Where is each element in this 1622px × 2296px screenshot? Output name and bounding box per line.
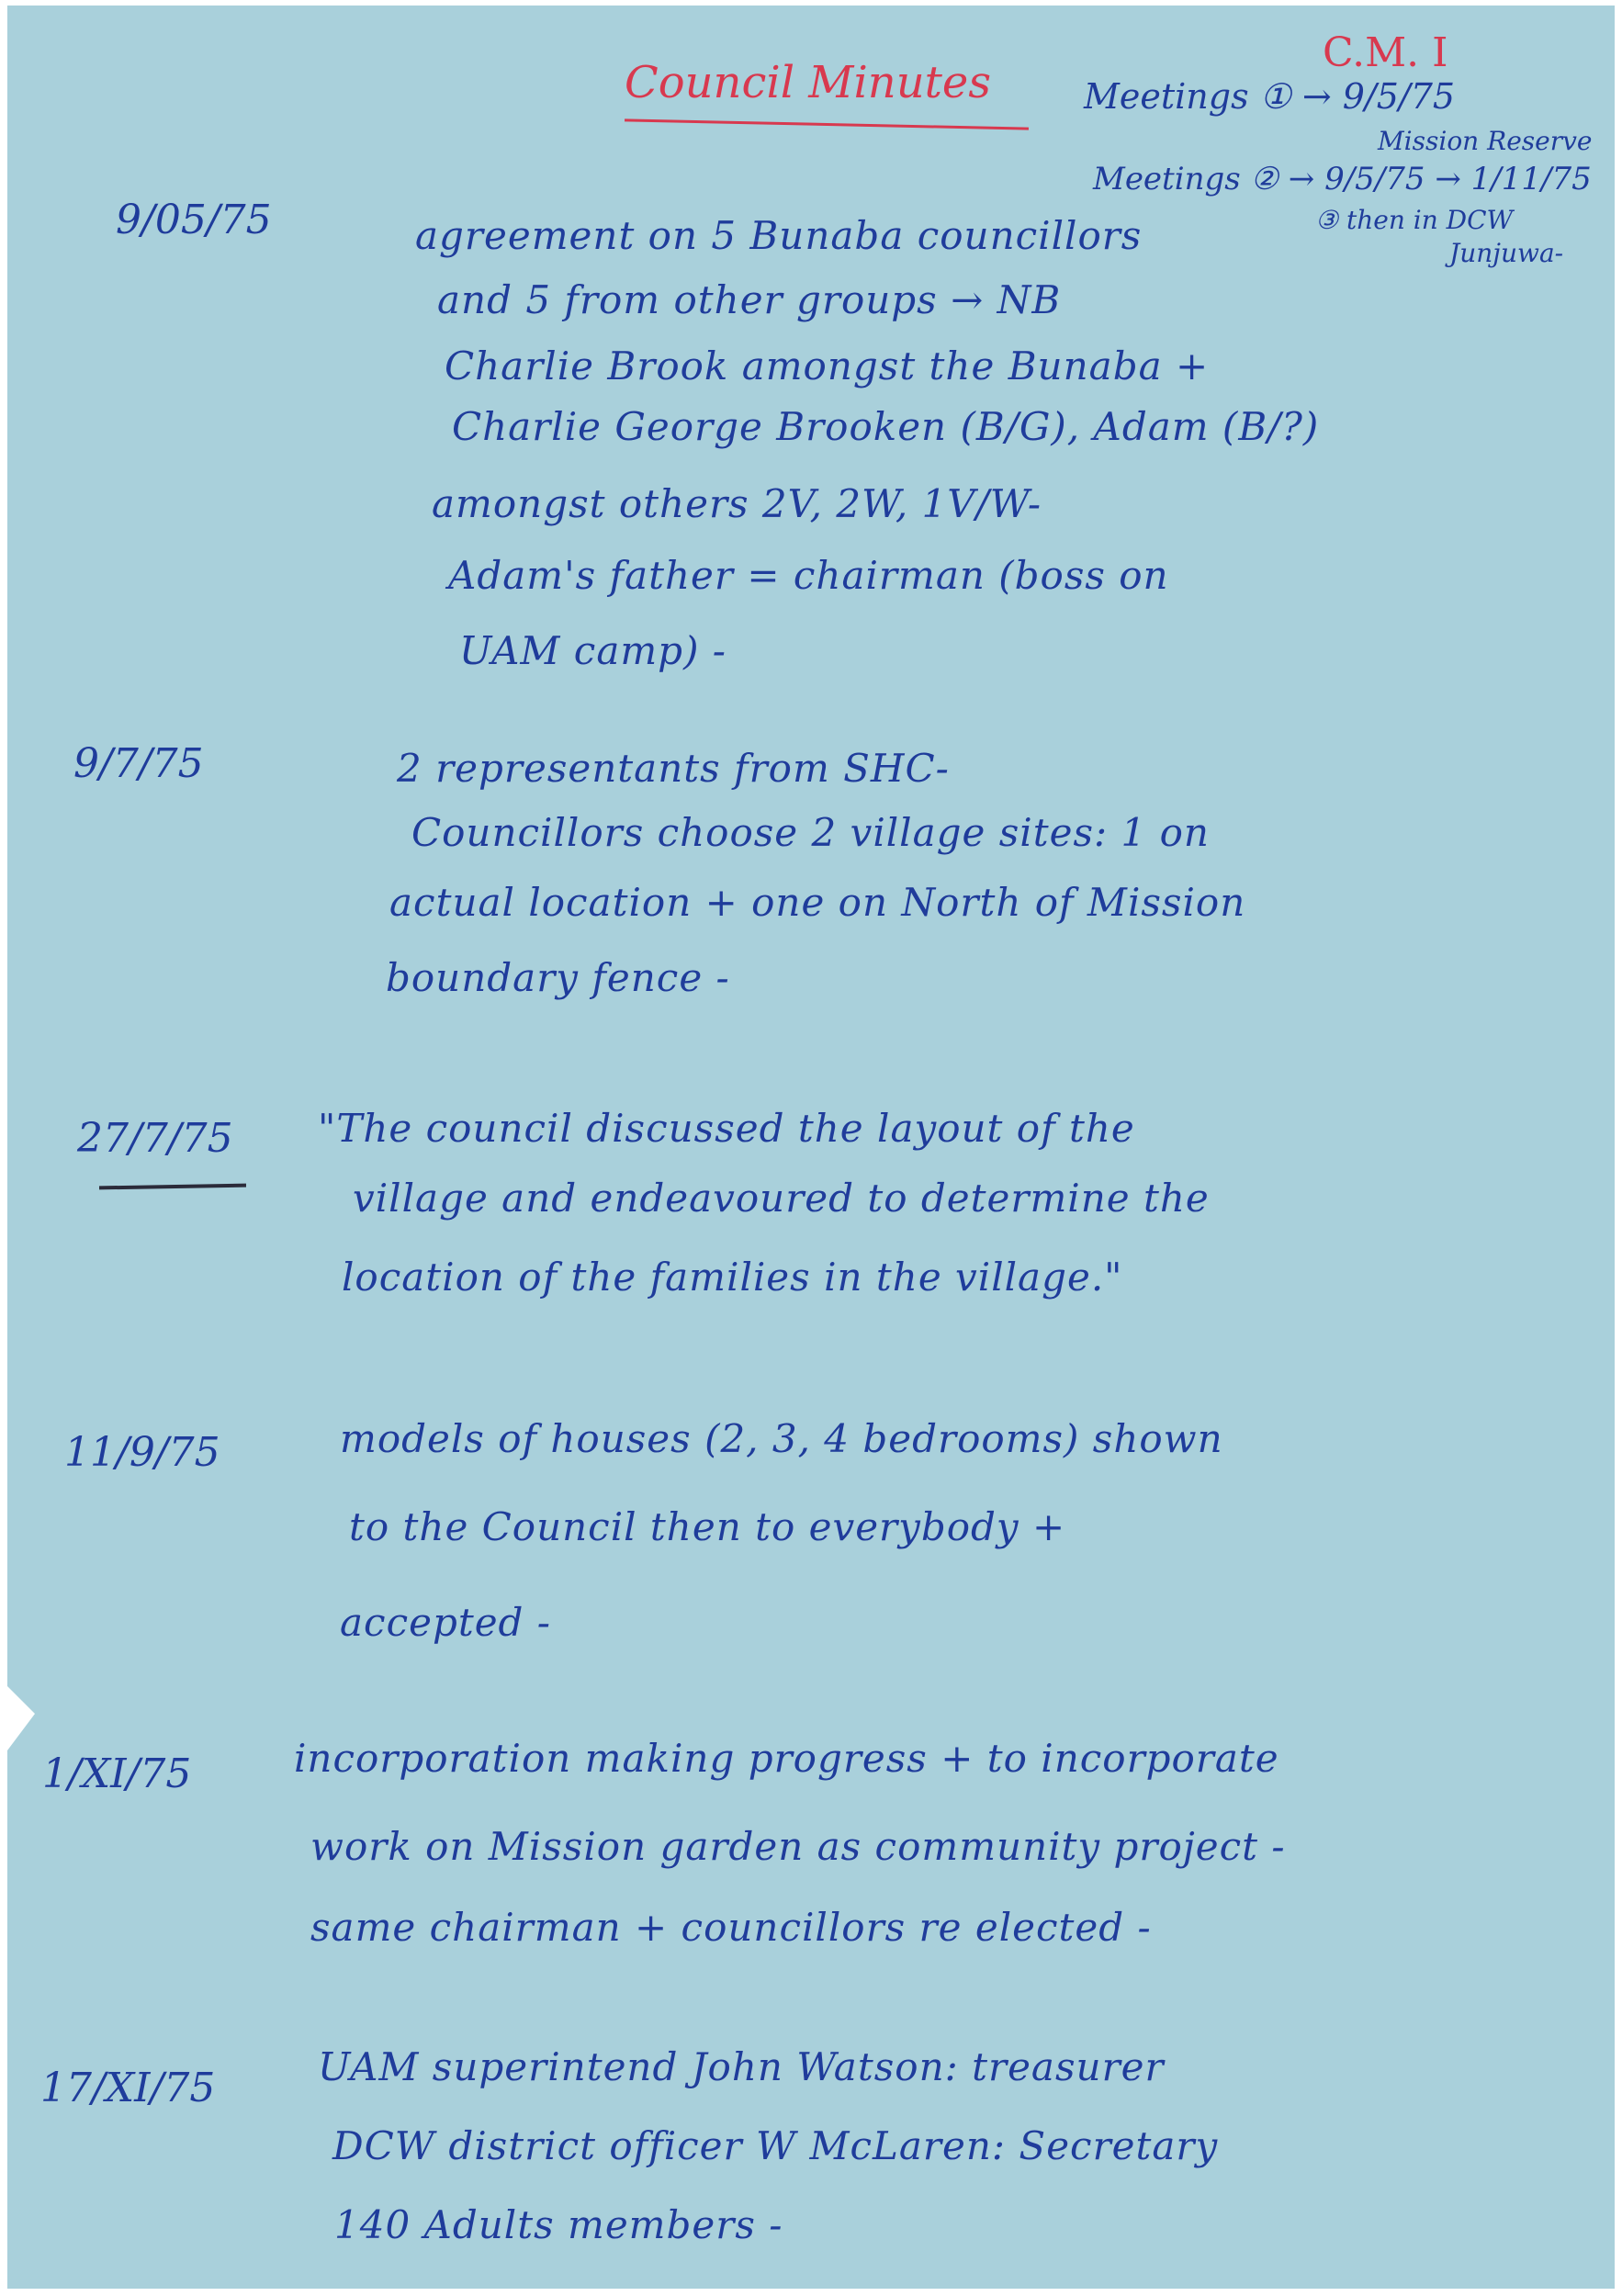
- entry-line: "The council discussed the layout of the: [318, 1106, 1135, 1151]
- entry-line: location of the families in the village.": [342, 1255, 1123, 1300]
- entry-line: DCW district officer W McLaren: Secretary: [332, 2123, 1219, 2168]
- entry-line: accepted -: [340, 1600, 551, 1645]
- meetings-note-2: Mission Reserve: [1378, 126, 1593, 156]
- entry-line: and 5 from other groups → NB: [437, 277, 1062, 322]
- entry-line: Charlie Brook amongst the Bunaba +: [445, 343, 1210, 388]
- entry-line: amongst others 2V, 2W, 1V/W-: [432, 481, 1042, 526]
- page-title: Council Minutes: [625, 57, 991, 108]
- entry-date: 9/05/75: [116, 197, 272, 243]
- meetings-note-4: ③ then in DCW: [1315, 205, 1514, 235]
- entry-date: 27/7/75: [77, 1115, 233, 1162]
- entry-date: 9/7/75: [73, 740, 204, 787]
- entry-date: 1/XI/75: [42, 1750, 192, 1797]
- entry-line: Charlie George Brooken (B/G), Adam (B/?): [452, 404, 1320, 449]
- entry-line: agreement on 5 Bunaba councillors: [415, 213, 1143, 258]
- entry-line: UAM superintend John Watson: treasurer: [318, 2044, 1165, 2089]
- entry-line: boundary fence -: [386, 955, 730, 1000]
- meetings-note-3: Meetings ② → 9/5/75 → 1/11/75: [1093, 161, 1592, 197]
- entry-date: 11/9/75: [64, 1429, 220, 1476]
- entry-line: UAM camp) -: [459, 628, 727, 673]
- entry-line: 2 representants from SHC-: [397, 746, 950, 791]
- meetings-note-1: Meetings ① → 9/5/75: [1084, 76, 1456, 117]
- entry-line: actual location + one on North of Mission: [389, 880, 1246, 925]
- entry-line: Adam's father = chairman (boss on: [448, 553, 1169, 598]
- entry-line: models of houses (2, 3, 4 bedrooms) shown: [340, 1416, 1223, 1461]
- entry-line: village and endeavoured to determine the: [353, 1176, 1210, 1221]
- meetings-note-5: Junjuwa-: [1449, 238, 1564, 268]
- entry-line: work on Mission garden as community project -: [310, 1824, 1286, 1869]
- entry-line: same chairman + councillors re elected -: [310, 1905, 1152, 1950]
- page-code: C.M. I: [1323, 29, 1448, 76]
- torn-edge: [7, 1686, 35, 1750]
- entry-date: 17/XI/75: [40, 2065, 216, 2111]
- entry-line: 140 Adults members -: [334, 2202, 783, 2247]
- entry-line: incorporation making progress + to incorporate: [294, 1736, 1279, 1781]
- entry-line: to the Council then to everybody +: [349, 1504, 1066, 1549]
- entry-line: Councillors choose 2 village sites: 1 on: [411, 810, 1210, 855]
